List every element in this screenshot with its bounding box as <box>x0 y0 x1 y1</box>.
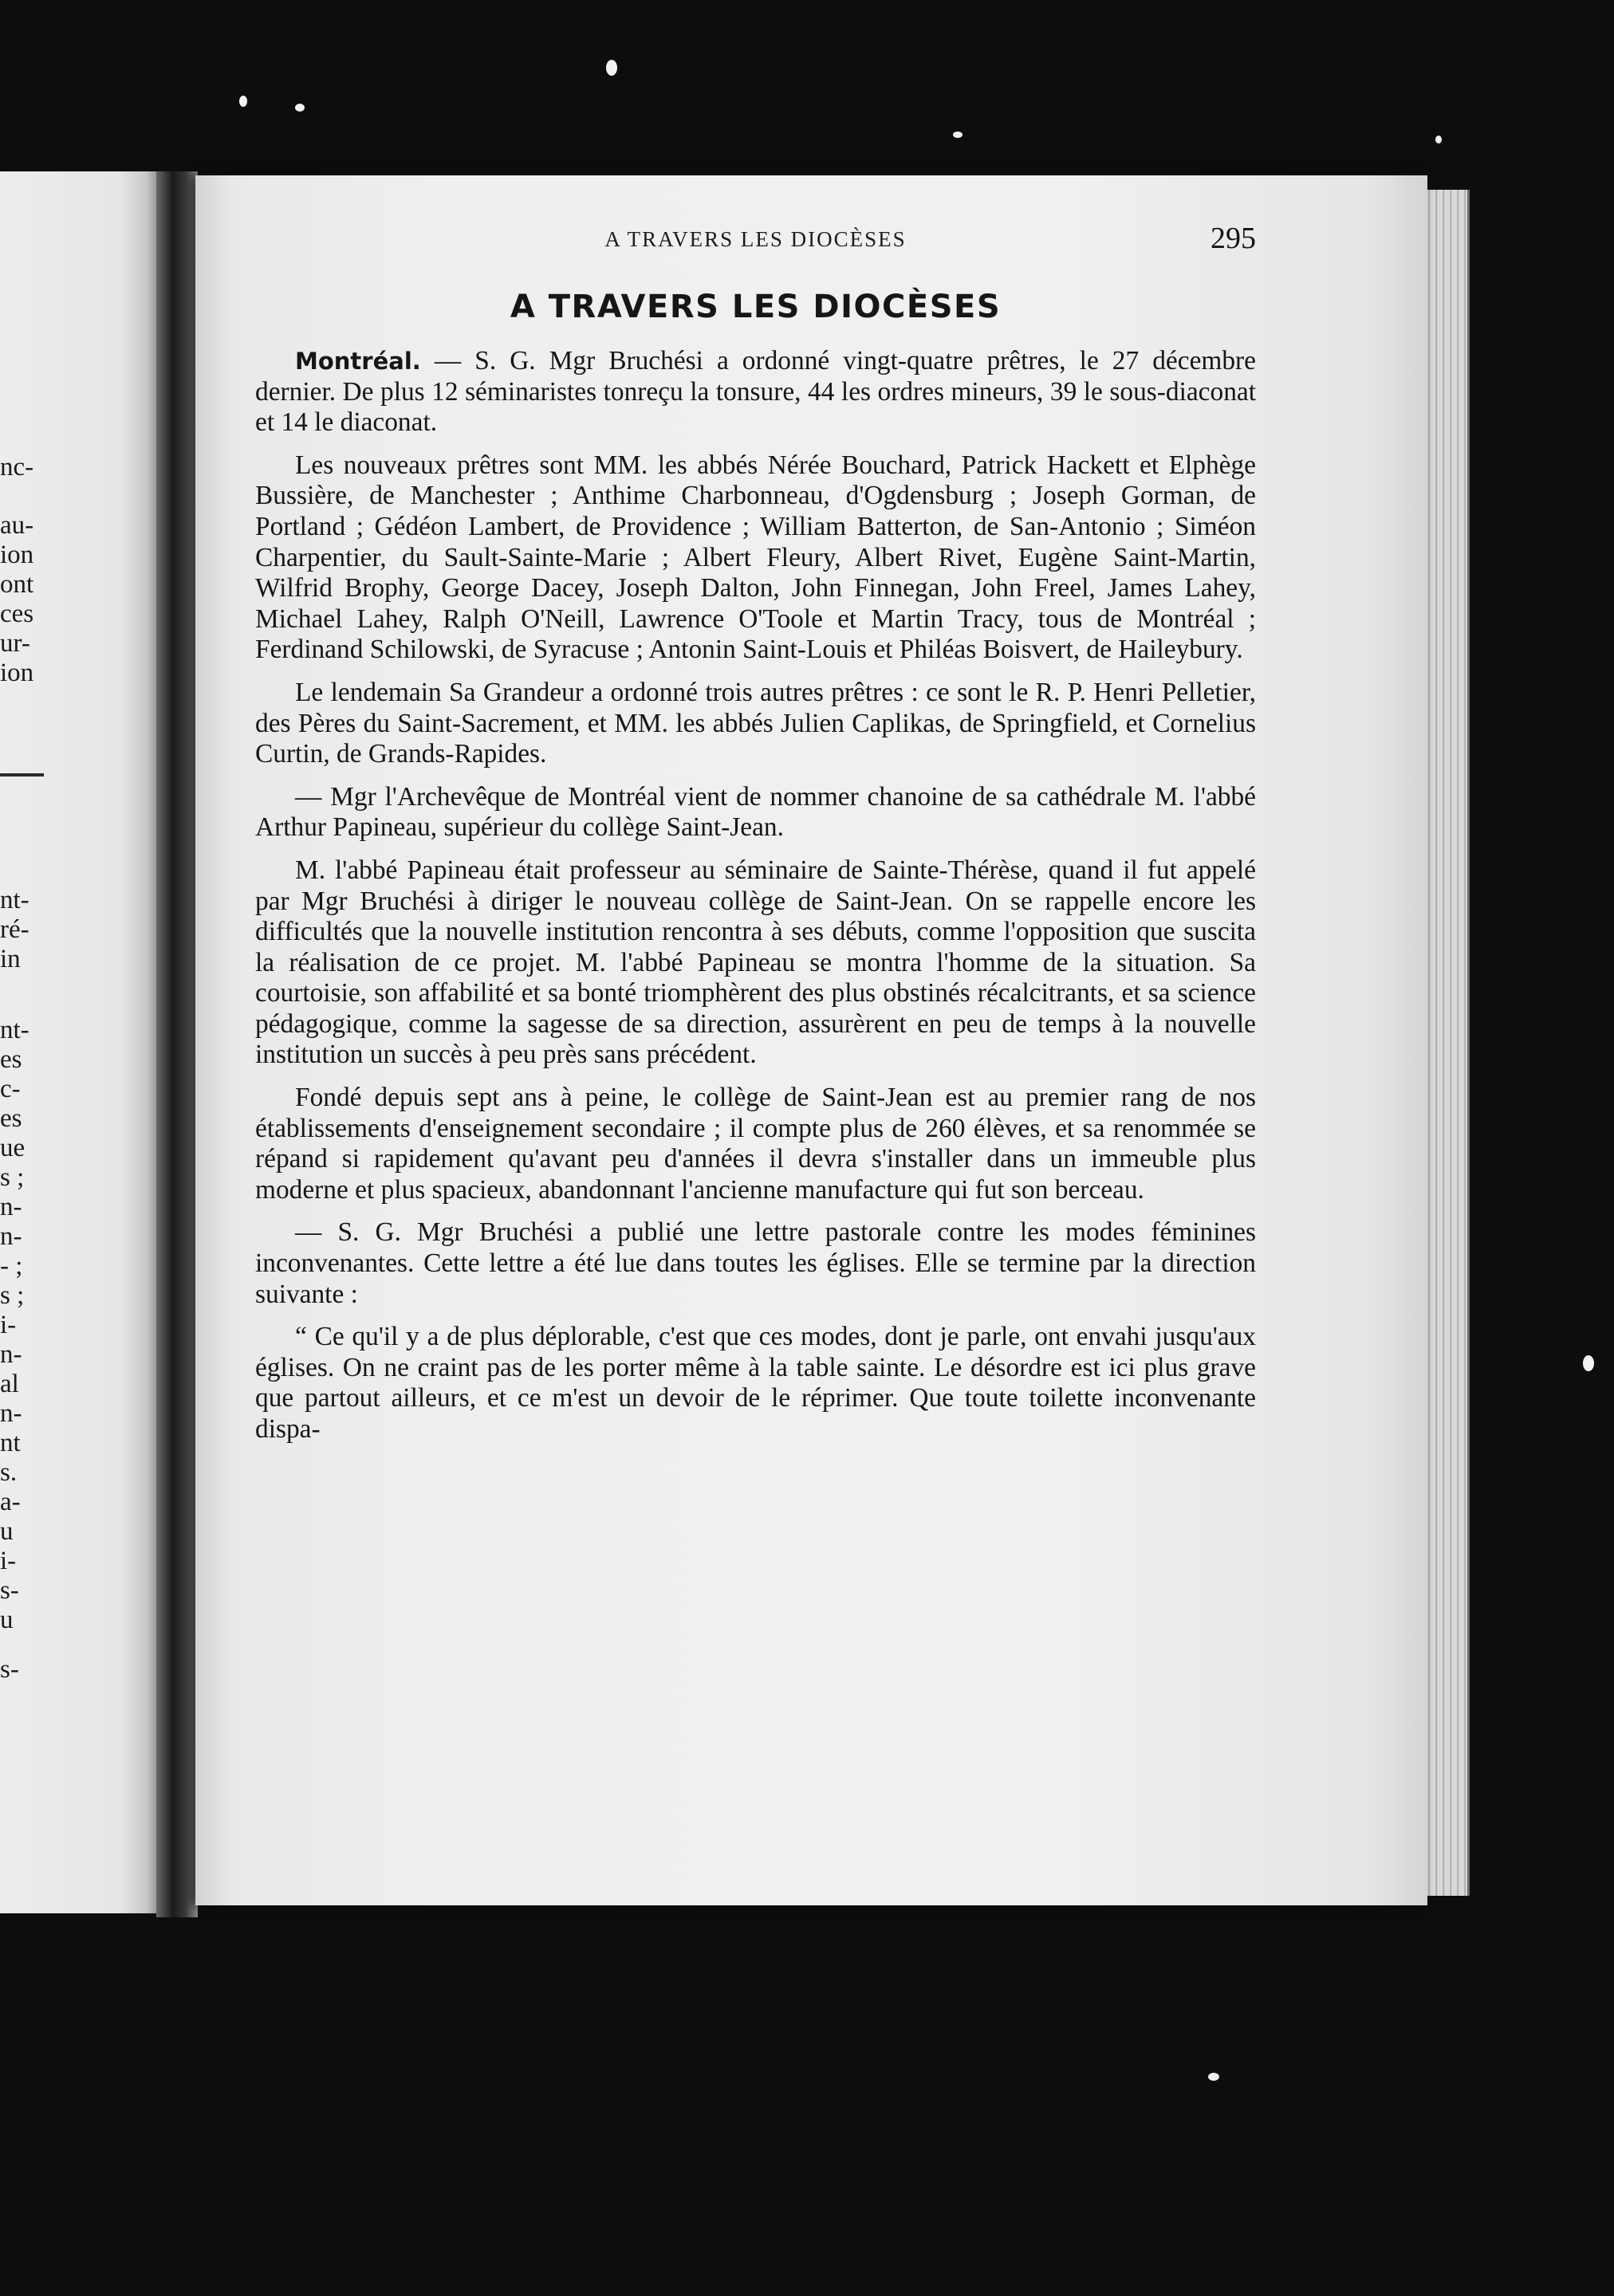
book-gutter <box>156 171 198 1917</box>
article-title: A TRAVERS LES DIOCÈSES <box>510 289 1002 325</box>
line-fragment: s ; <box>0 1281 25 1310</box>
place-heading: Montréal. <box>295 348 421 375</box>
line-fragment: n- <box>0 1193 22 1221</box>
line-fragment: - ; <box>0 1252 23 1280</box>
line-fragment: es <box>0 1104 22 1133</box>
line-fragment: nt- <box>0 1016 30 1044</box>
paragraph: Fondé depuis sept ans à peine, le collège de Saint-Jean est au premier rang de nos établissements d'enseignement secondaire ; il compte plus de 260 élèves, et sa renommée se répand si rapidement qu'avant peu d'années il devra s'installer dans un immeuble plus moderne et plus spacieux, abandonnant l'ancienne manufacture qui fut son berceau. <box>255 1083 1256 1205</box>
running-title: A TRAVERS LES DIOCÈSES <box>604 227 907 251</box>
dust-speck <box>295 104 305 112</box>
paragraph: — Mgr l'Archevêque de Montréal vient de nommer chanoine de sa cathédrale M. l'abbé Arthur Papineau, supérieur du collège Saint-Jean. <box>255 781 1256 843</box>
page-number: 295 <box>1210 222 1256 255</box>
line-fragment: al <box>0 1370 19 1398</box>
previous-page-text-fragments <box>0 171 159 1913</box>
line-fragment: c- <box>0 1075 21 1103</box>
line-fragment: n- <box>0 1399 22 1428</box>
paragraph: M. l'abbé Papineau était professeur au séminaire de Sainte-Thérèse, quand il fut appelé par Mgr Bruchési à diriger le nouveau collège de Saint-Jean. On se rappelle encore les difficultés que la nouvelle institution rencontra à ses débuts, comme l'opposition que suscita la réalisation de ce projet. M. l'abbé Papineau se montra l'homme de la situation. Sa courtoisie, son affabilité et sa bonté triomphèrent des plus obstinés récalcitrants, et sa science pédagogique, comme la sagesse de sa direction, assurèrent en peu de temps à la nouvelle institution un succès à peu près sans précédent. <box>255 855 1256 1070</box>
line-fragment: ion <box>0 659 34 687</box>
paragraph-text: — S. G. Mgr Bruchési a ordonné vingt-quatre prêtres, le 27 décembre dernier. De plus 12 séminaristes tonreçu la tonsure, 44 les ordres mineurs, 39 le sous-diaconat et 14 le diaconat. <box>255 346 1256 438</box>
line-fragment: ré- <box>0 915 30 944</box>
paragraph: Le lendemain Sa Grandeur a ordonné trois autres prêtres : ce sont le R. P. Henri Pelletier, des Pères du Saint-Sacrement, et MM. les abbés Julien Caplikas, de Springfield, et Cornelius Curtin, de Grands-Rapides. <box>255 677 1256 769</box>
line-fragment: ion <box>0 541 34 569</box>
divider <box>0 773 44 776</box>
dust-speck <box>1435 136 1442 144</box>
running-header <box>255 222 1256 275</box>
paragraph: “ Ce qu'il y a de plus déplorable, c'est que ces modes, dont je parle, ont envahi jusqu'aux églises. On ne craint pas de les porter même à la table sainte. Le désordre est ici plus grave que partout ailleurs, et ce m'est un devoir de le réprimer. Que toute toilette inconvenante dispa- <box>255 1322 1256 1444</box>
line-fragment: a- <box>0 1488 21 1516</box>
line-fragment: u <box>0 1606 14 1634</box>
line-fragment: i- <box>0 1547 17 1575</box>
line-fragment: es <box>0 1045 22 1074</box>
dust-speck <box>953 132 962 138</box>
line-fragment: s. <box>0 1458 18 1487</box>
line-fragment: n- <box>0 1222 22 1251</box>
previous-page-edge <box>0 171 159 1913</box>
line-fragment: ur- <box>0 629 30 658</box>
line-fragment: s- <box>0 1576 19 1605</box>
dust-speck <box>1208 2073 1219 2081</box>
line-fragment: ces <box>0 600 34 628</box>
line-fragment: au- <box>0 511 34 540</box>
line-fragment: nt- <box>0 886 30 914</box>
article <box>255 287 1256 1457</box>
line-fragment: u <box>0 1517 14 1546</box>
line-fragment: nt <box>0 1429 21 1457</box>
dust-speck <box>606 60 617 76</box>
line-fragment: s- <box>0 1655 19 1684</box>
line-fragment: n- <box>0 1340 22 1369</box>
line-fragment: nc- <box>0 453 34 482</box>
line-fragment: in <box>0 945 21 973</box>
line-fragment: s ; <box>0 1163 25 1192</box>
line-fragment: ont <box>0 570 34 599</box>
dust-speck <box>239 96 247 107</box>
paragraph: Les nouveaux prêtres sont MM. les abbés Nérée Bouchard, Patrick Hackett et Elphège Bussière, de Manchester ; Anthime Charbonneau, d'Ogdensburg ; Joseph Gorman, de Portland ; Gédéon Lambert, de Providence ; William Batterton, de San-Antonio ; Siméon Charpentier, du Sault-Sainte-Marie ; Albert Fleury, Albert Rivet, Eugène Saint-Martin, Wilfrid Brophy, George Dacey, Joseph Dalton, John Finnegan, John Freel, James Lahey, Michael Lahey, Ralph O'Neill, Lawrence O'Toole et Martin Tracy, tous de Montréal ; Ferdinand Schilowski, de Syracuse ; Antonin Saint-Louis et Philéas Boisvert, de Haileybury. <box>255 450 1256 665</box>
paragraph: — S. G. Mgr Bruchési a publié une lettre pastorale contre les modes féminines inconvenantes. Cette lettre a été lue dans toutes les églises. Elle se termine par la direction suivante : <box>255 1217 1256 1309</box>
paragraph <box>255 346 1256 438</box>
line-fragment: ue <box>0 1134 26 1162</box>
line-fragment: i- <box>0 1311 17 1339</box>
dust-speck <box>1583 1355 1594 1371</box>
